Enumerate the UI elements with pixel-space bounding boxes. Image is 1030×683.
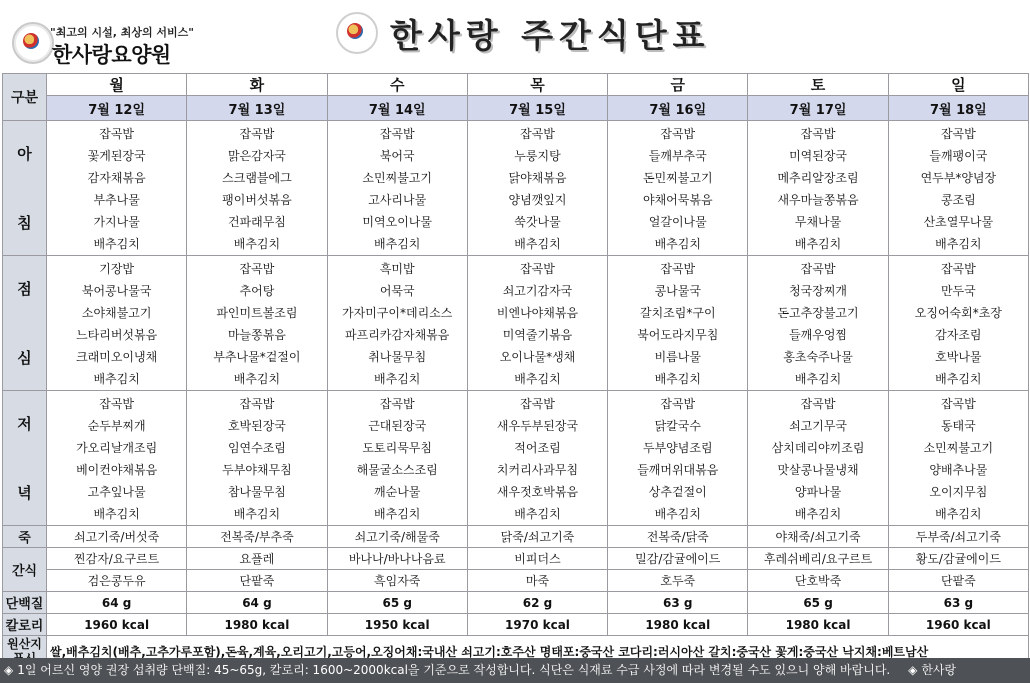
- menu-item: 미역줄기볶음: [502, 328, 573, 342]
- menu-item: 잡곡밥: [379, 397, 415, 411]
- porridge-cell: 전복죽/닭죽: [608, 526, 748, 548]
- meal-label-top: 저: [17, 415, 32, 433]
- menu-cell: [47, 391, 187, 526]
- facility-logo-icon: [12, 22, 54, 64]
- calorie-cell: 1960 kcal: [47, 614, 187, 636]
- menu-item: 배추김치: [233, 372, 281, 386]
- menu-item: 호박나물: [935, 350, 982, 364]
- menu-item: 얼갈이나물: [648, 215, 707, 229]
- day-date: 7월 14일: [327, 96, 467, 121]
- menu-item: 취나물무침: [368, 350, 427, 364]
- porridge-cell: 닭죽/쇠고기죽: [467, 526, 607, 548]
- menu-item: 북어도라지무침: [637, 328, 719, 342]
- menu-item: 동태국: [940, 419, 976, 433]
- menu-item: 고추잎나물: [87, 485, 146, 499]
- menu-item: 순두부찌개: [87, 419, 146, 433]
- menu-item: 잡곡밥: [660, 127, 696, 141]
- menu-item: 북어국: [379, 149, 415, 163]
- porridge-cell: 쇠고기죽/해물죽: [327, 526, 467, 548]
- menu-item: 쇠고기무국: [789, 419, 848, 433]
- menu-item: 느타리버섯볶음: [76, 328, 158, 342]
- menu-item: 쇠고기감자국: [502, 284, 573, 298]
- footer-brand: 한사랑: [921, 663, 957, 677]
- day-date: 7월 16일: [608, 96, 748, 121]
- title-emblem-icon: [336, 12, 378, 54]
- meal-label-dinner: [3, 391, 47, 526]
- menu-cell: [888, 391, 1028, 526]
- menu-item: 잡곡밥: [520, 397, 555, 411]
- porridge-cell: 전복죽/부추죽: [187, 526, 327, 548]
- menu-item: 잡곡밥: [940, 397, 976, 411]
- menu-cell: [888, 121, 1028, 256]
- menu-item: 배추김치: [514, 237, 561, 251]
- menu-item: 흑미밥: [379, 262, 415, 276]
- snack-cell: 단호박죽: [748, 570, 888, 592]
- menu-item: 배추김치: [374, 507, 421, 521]
- diamond-icon: ◈: [908, 663, 918, 677]
- menu-item: 추어탕: [239, 284, 275, 298]
- menu-item: 부추나물*겉절이: [213, 350, 301, 364]
- menu-item: 콩나물국: [654, 284, 701, 298]
- menu-item: 닭칼국수: [654, 419, 701, 433]
- menu-item: 잡곡밥: [99, 397, 135, 411]
- menu-item: 잡곡밥: [800, 262, 836, 276]
- day-name: 토: [748, 74, 888, 96]
- menu-cell: [187, 121, 327, 256]
- menu-item: 꽃게된장국: [87, 149, 146, 163]
- menu-cell: [187, 391, 327, 526]
- origin-label-line1: 원산지: [7, 637, 42, 651]
- menu-item: 닭야채볶음: [508, 171, 567, 185]
- menu-item: 참나물무침: [227, 485, 286, 499]
- menu-cell: [327, 391, 467, 526]
- menu-item: 쑥갓나물: [514, 215, 561, 229]
- menu-item: 잡곡밥: [99, 127, 135, 141]
- snack-cell: 비피더스: [467, 548, 607, 570]
- row-label-snack: 간식: [3, 548, 47, 592]
- menu-item: 두부야채무침: [222, 463, 292, 477]
- menu-item: 부추나물: [93, 193, 140, 207]
- day-name: 수: [327, 74, 467, 96]
- snack-cell: 밀감/감귤에이드: [608, 548, 748, 570]
- menu-item: 들깨머위대볶음: [637, 463, 719, 477]
- footer-notice: [0, 658, 1030, 683]
- menu-item: 소민찌불고기: [362, 171, 432, 185]
- meal-label-top: 점: [17, 280, 32, 298]
- calorie-cell: 1980 kcal: [608, 614, 748, 636]
- menu-item: 스크램블에그: [222, 171, 292, 185]
- menu-cell: [467, 391, 607, 526]
- menu-item: 배추김치: [794, 507, 842, 521]
- menu-item: 베이컨야채볶음: [76, 463, 158, 477]
- menu-item: 치커리사과무침: [496, 463, 579, 477]
- menu-item: 돈민찌불고기: [642, 171, 713, 185]
- snack-cell: 단팥죽: [888, 570, 1028, 592]
- meal-row-breakfast: [3, 121, 1029, 256]
- snack-cell: 호두죽: [608, 570, 748, 592]
- menu-item: 잡곡밥: [660, 397, 696, 411]
- menu-item: 잡곡밥: [239, 127, 275, 141]
- menu-item: 마늘쫑볶음: [227, 328, 286, 342]
- day-header-row: [3, 74, 1029, 96]
- calorie-row: [3, 614, 1029, 636]
- calorie-cell: 1960 kcal: [888, 614, 1028, 636]
- snack-cell: 검은콩두유: [47, 570, 187, 592]
- menu-item: 양배추나물: [929, 463, 988, 477]
- calorie-cell: 1980 kcal: [187, 614, 327, 636]
- menu-cell: [187, 256, 327, 391]
- menu-item: 들깨팽이국: [929, 149, 988, 163]
- menu-item: 배추김치: [654, 372, 701, 386]
- calorie-cell: 1980 kcal: [748, 614, 888, 636]
- menu-item: 잡곡밥: [940, 262, 976, 276]
- day-name: 월: [47, 74, 187, 96]
- menu-item: 잡곡밥: [800, 127, 836, 141]
- day-name: 화: [187, 74, 327, 96]
- menu-item: 잡곡밥: [660, 262, 696, 276]
- menu-item: 가오리날개조림: [76, 441, 158, 455]
- meal-label-lunch: [3, 256, 47, 391]
- origin-text: 쌀,배추김치(배추,고추가루포함),돈육,계육,오리고기,고등어,오징어채:국내산 쇠고기:호주산 명태포:중국산 코다리:러시아산 갈치:중국산 꽃게:중국산 낙지채:베트남산: [47, 636, 1029, 667]
- menu-item: 배추김치: [794, 372, 842, 386]
- menu-cell: [748, 256, 888, 391]
- porridge-cell: 쇠고기죽/버섯죽: [47, 526, 187, 548]
- menu-item: 무채나물: [794, 215, 842, 229]
- menu-item: 배추김치: [233, 237, 281, 251]
- menu-item: 소야채불고기: [81, 306, 152, 320]
- menu-item: 파인미트볼조림: [216, 306, 298, 320]
- menu-item: 도토리묵무침: [362, 441, 432, 455]
- menu-item: 배추김치: [935, 237, 982, 251]
- meal-label-bottom: 심: [17, 349, 32, 367]
- snack-row-2: [3, 570, 1029, 592]
- menu-item: 양파나물: [794, 485, 842, 499]
- menu-item: 크래미오이냉채: [76, 350, 158, 364]
- snack-cell: 요플레: [187, 548, 327, 570]
- menu-item: 잡곡밥: [940, 127, 976, 141]
- menu-cell: [608, 391, 748, 526]
- menu-item: 새우젓호박볶음: [496, 485, 579, 499]
- menu-cell: [47, 121, 187, 256]
- slogan: "최고의 시설, 최상의 서비스": [50, 26, 195, 39]
- menu-item: 고사리나물: [368, 193, 427, 207]
- menu-item: 어묵국: [379, 284, 415, 298]
- protein-cell: 64 g: [47, 592, 187, 614]
- menu-item: 건파래무침: [227, 215, 286, 229]
- menu-item: 들깨우엉찜: [789, 328, 848, 342]
- menu-item: 잡곡밥: [520, 127, 555, 141]
- menu-item: 임연수조림: [227, 441, 286, 455]
- date-header-row: [3, 96, 1029, 121]
- day-date: 7월 18일: [888, 96, 1028, 121]
- menu-item: 청국장찌개: [789, 284, 848, 298]
- day-date: 7월 15일: [467, 96, 607, 121]
- menu-cell: [608, 121, 748, 256]
- snack-cell: 후레쉬베리/요구르트: [748, 548, 888, 570]
- menu-item: 맑은감자국: [227, 149, 286, 163]
- menu-item: 비름나물: [654, 350, 701, 364]
- menu-item: 감자채볶음: [87, 171, 146, 185]
- menu-item: 양념깻잎지: [508, 193, 567, 207]
- menu-item: 근대된장국: [368, 419, 427, 433]
- menu-item: 파프리카감자채볶음: [345, 328, 450, 342]
- footer-text: 1일 어르신 영양 권장 섭취량 단백질: 45~65g, 칼로리: 1600~2000kcal을 기준으로 작성합니다. 식단은 식재료 수급 사정에 따라 변경될 수도 있으니 양해 바랍니다.: [17, 663, 891, 677]
- snack-cell: 마죽: [467, 570, 607, 592]
- menu-item: 감자조림: [935, 328, 982, 342]
- porridge-cell: 야채죽/쇠고기죽: [748, 526, 888, 548]
- menu-item: 오이지무침: [929, 485, 988, 499]
- snack-row-1: [3, 548, 1029, 570]
- protein-cell: 63 g: [608, 592, 748, 614]
- day-date: 7월 17일: [748, 96, 888, 121]
- meal-label-bottom: 침: [17, 214, 32, 232]
- snack-cell: 흑임자죽: [327, 570, 467, 592]
- protein-cell: 65 g: [748, 592, 888, 614]
- row-label-calorie: 칼로리: [3, 614, 47, 636]
- menu-cell: [608, 256, 748, 391]
- menu-item: 적어조림: [514, 441, 561, 455]
- row-label-gubun: 구분: [3, 74, 47, 121]
- menu-item: 배추김치: [93, 237, 140, 251]
- menu-item: 북어콩나물국: [81, 284, 152, 298]
- day-name: 목: [467, 74, 607, 96]
- menu-item: 오이나물*생채: [499, 350, 576, 364]
- menu-item: 배추김치: [374, 237, 421, 251]
- row-label-porridge: 죽: [3, 526, 47, 548]
- meal-row-dinner: [3, 391, 1029, 526]
- menu-item: 두부양념조림: [642, 441, 713, 455]
- menu-item: 배추김치: [794, 237, 842, 251]
- day-date: 7월 12일: [47, 96, 187, 121]
- menu-item: 비엔나야채볶음: [496, 306, 579, 320]
- porridge-cell: 두부죽/쇠고기죽: [888, 526, 1028, 548]
- page-title: 한사랑 주간식단표: [390, 16, 711, 55]
- porridge-row: [3, 526, 1029, 548]
- menu-item: 메추리알장조림: [777, 171, 859, 185]
- header: [0, 0, 1030, 72]
- menu-item: 잡곡밥: [239, 397, 275, 411]
- menu-cell: [467, 256, 607, 391]
- menu-item: 야채어묵볶음: [642, 193, 713, 207]
- menu-item: 잡곡밥: [239, 262, 275, 276]
- menu-item: 배추김치: [374, 372, 421, 386]
- menu-item: 소민찌불고기: [923, 441, 994, 455]
- menu-item: 미역오이나물: [362, 215, 432, 229]
- menu-item: 깨순나물: [374, 485, 421, 499]
- menu-item: 가자미구이*데리소스: [342, 306, 453, 320]
- protein-cell: 65 g: [327, 592, 467, 614]
- day-date: 7월 13일: [187, 96, 327, 121]
- protein-row: [3, 592, 1029, 614]
- meal-label-top: 아: [17, 145, 32, 163]
- meal-row-lunch: [3, 256, 1029, 391]
- menu-item: 배추김치: [93, 372, 140, 386]
- menu-item: 가지나물: [93, 215, 140, 229]
- menu-item: 배추김치: [935, 507, 982, 521]
- brand-name: 한사랑요양원: [52, 43, 171, 67]
- row-label-protein: 단백질: [3, 592, 47, 614]
- menu-item: 누룽지탕: [514, 149, 561, 163]
- menu-item: 홍초숙주나물: [783, 350, 853, 364]
- menu-item: 만두국: [940, 284, 976, 298]
- menu-item: 기장밥: [99, 262, 135, 276]
- calorie-cell: 1970 kcal: [467, 614, 607, 636]
- protein-cell: 62 g: [467, 592, 607, 614]
- menu-item: 미역된장국: [789, 149, 848, 163]
- snack-cell: 단팥죽: [187, 570, 327, 592]
- menu-cell: [327, 256, 467, 391]
- menu-item: 배추김치: [654, 507, 701, 521]
- menu-item: 오징어숙회*초장: [914, 306, 1002, 320]
- meal-label-breakfast: [3, 121, 47, 256]
- menu-item: 갈치조림*구이: [639, 306, 716, 320]
- menu-cell: [888, 256, 1028, 391]
- day-name: 일: [888, 74, 1028, 96]
- menu-item: 삼치데리야끼조림: [771, 441, 865, 455]
- menu-item: 배추김치: [93, 507, 140, 521]
- menu-cell: [748, 121, 888, 256]
- menu-item: 배추김치: [233, 507, 281, 521]
- meal-label-bottom: 녁: [17, 484, 32, 502]
- menu-item: 배추김치: [654, 237, 701, 251]
- diamond-icon: ◈: [4, 663, 14, 677]
- menu-item: 새우마늘쫑볶음: [777, 193, 859, 207]
- menu-item: 연두부*양념장: [920, 171, 997, 185]
- menu-cell: [47, 256, 187, 391]
- snack-cell: 황도/감귤에이드: [888, 548, 1028, 570]
- menu-item: 잡곡밥: [800, 397, 836, 411]
- menu-item: 맛살콩나물냉채: [777, 463, 859, 477]
- menu-item: 배추김치: [514, 507, 561, 521]
- snack-cell: 바나나/바나나음료: [327, 548, 467, 570]
- menu-item: 호박된장국: [227, 419, 286, 433]
- menu-cell: [327, 121, 467, 256]
- menu-item: 해물굴소스조림: [356, 463, 438, 477]
- menu-item: 산초열무나물: [923, 215, 994, 229]
- menu-item: 잡곡밥: [520, 262, 555, 276]
- menu-item: 들깨부추국: [648, 149, 707, 163]
- calorie-cell: 1950 kcal: [327, 614, 467, 636]
- menu-item: 상추겉절이: [648, 485, 707, 499]
- menu-item: 콩조림: [940, 193, 976, 207]
- protein-cell: 63 g: [888, 592, 1028, 614]
- menu-item: 배추김치: [514, 372, 561, 386]
- menu-item: 팽이버섯볶음: [222, 193, 292, 207]
- menu-item: 돈고추장불고기: [777, 306, 859, 320]
- menu-item: 배추김치: [935, 372, 982, 386]
- weekly-menu-table: [2, 73, 1029, 667]
- day-name: 금: [608, 74, 748, 96]
- menu-item: 새우두부된장국: [496, 419, 579, 433]
- menu-cell: [748, 391, 888, 526]
- menu-item: 잡곡밥: [379, 127, 415, 141]
- protein-cell: 64 g: [187, 592, 327, 614]
- snack-cell: 찐감자/요구르트: [47, 548, 187, 570]
- menu-cell: [467, 121, 607, 256]
